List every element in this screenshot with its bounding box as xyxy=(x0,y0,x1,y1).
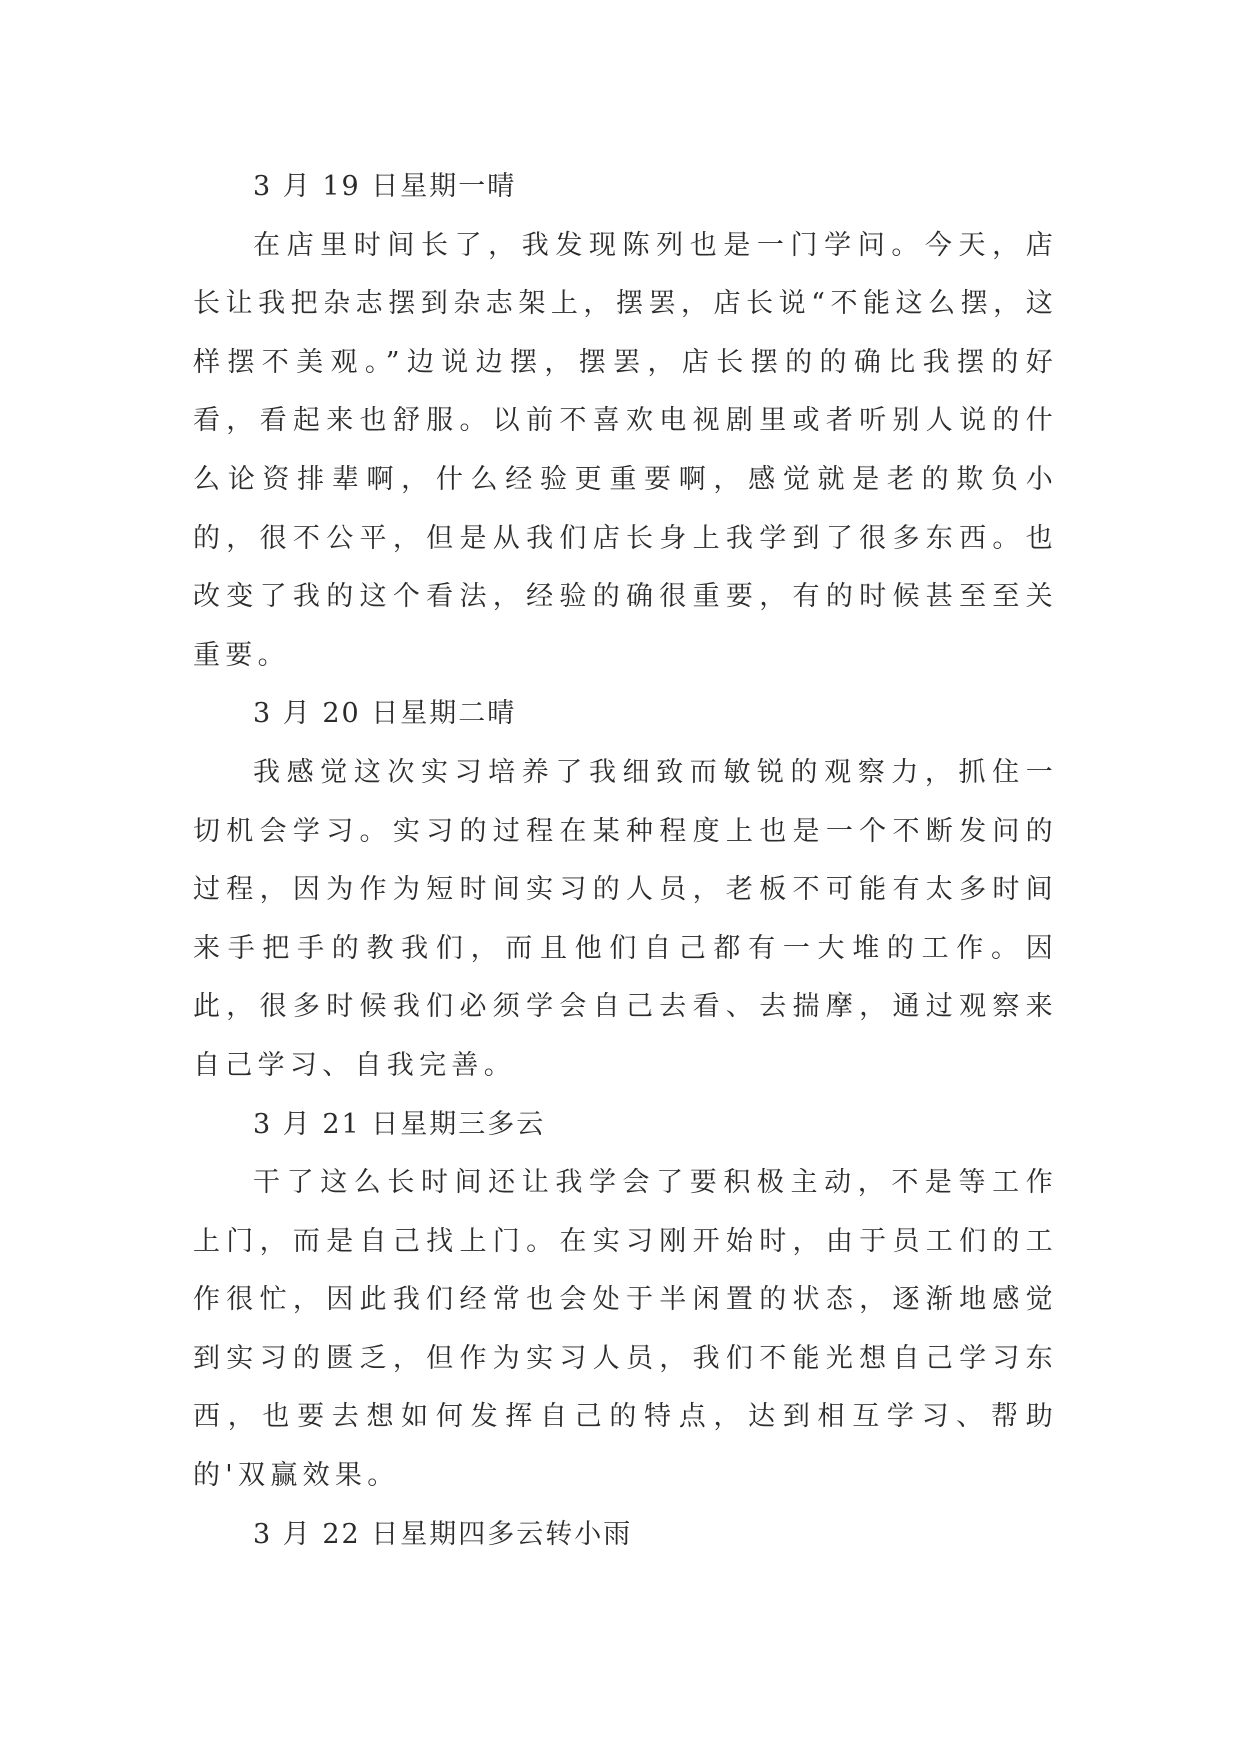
entry-body-mar-21: 干了这么长时间还让我学会了要积极主动，不是等工作上门，而是自己找上门。在实习刚开始时，由于员工们的工作很忙，因此我们经常也会处于半闲置的状态，逐渐地感觉到实习的匮乏，但作为实习人员，我们不能光想自己学习东西，也要去想如何发挥自己的特点，达到相互学习、帮助的'双赢效果。 xyxy=(193,1167,1058,1492)
entry-date-mar-20: 3 月 20 日星期二晴 xyxy=(253,698,517,730)
entry-body-mar-20: 我感觉这次实习培养了我细致而敏锐的观察力，抓住一切机会学习。实习的过程在某种程度上也是一个不断发问的过程，因为作为短时间实习的人员，老板不可能有太多时间来手把手的教我们，而且他们自己都有一大堆的工作。因此，很多时候我们必须学会自己去看、去揣摩，通过观察来自己学习、自我完善。 xyxy=(193,756,1058,1081)
entry-date-mar-19: 3 月 19 日星期一晴 xyxy=(253,171,517,202)
entry-date-mar-21: 3 月 21 日星期三多云 xyxy=(253,1108,546,1140)
entry-body-mar-19: 在店里时间长了，我发现陈列也是一门学问。今天，店长让我把杂志摆到杂志架上，摆罢，店长说“不能这么摆，这样摆不美观。”边说边摆，摆罢，店长摆的的确比我摆的好看，看起来也舒服。以前不喜欢电视剧里或者听别人说的什么论资排辈啊，什么经验更重要啊，感觉就是老的欺负小的，很不公平，但是从我们店长身上我学到了很多东西。也改变了我的这个看法，经验的确很重要，有的时候甚至至关重要。 xyxy=(193,229,1058,671)
document-content xyxy=(193,158,1058,1564)
entry-date-mar-22: 3 月 22 日星期四多云转小雨 xyxy=(253,1518,633,1550)
